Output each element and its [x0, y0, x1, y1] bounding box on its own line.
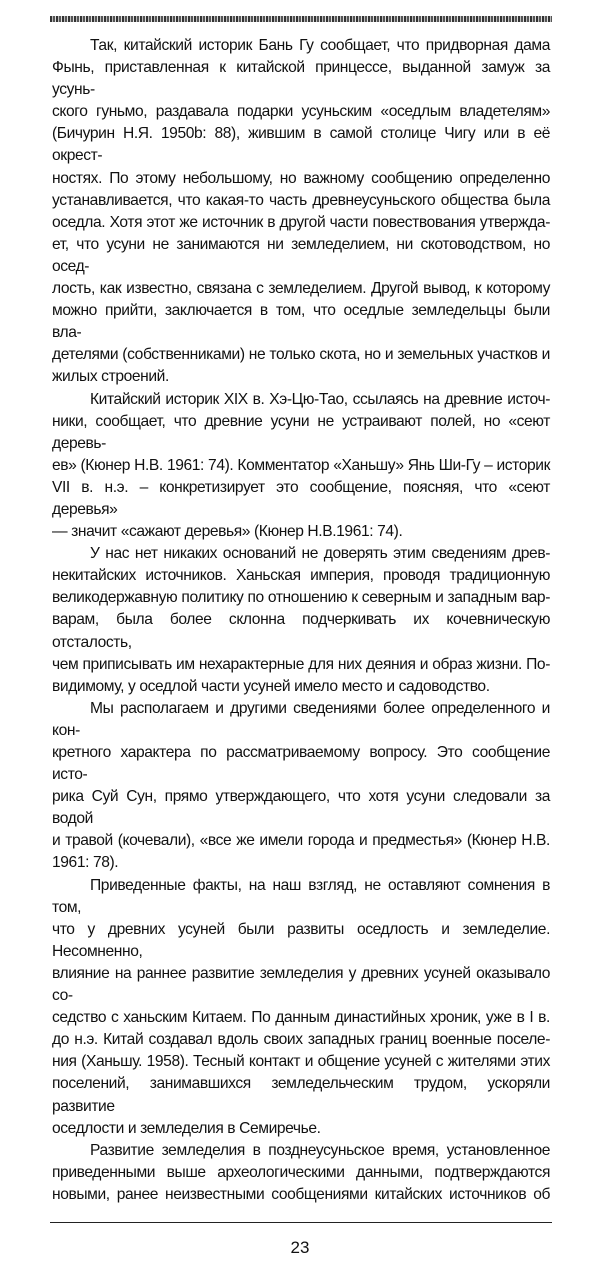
text-line: чем приписывать им нехарактерные для них деяния и образ жизни. По-: [52, 655, 550, 673]
text-line: рика Суй Сун, прямо утверждающего, что хотя усуни следовали за водой: [52, 788, 550, 828]
text-line: Так, китайский историк Бань Гу сообщает, что придворная дама: [90, 37, 550, 54]
text-line: Приведенные факты, на наш взгляд, не оставляют сомнения в том,: [52, 876, 550, 916]
paragraph: [52, 1140, 550, 1206]
paragraph: [52, 35, 550, 389]
text-line: что у древних усуней были развиты оседлость и земледелие. Несомненно,: [52, 920, 550, 960]
paragraph: [52, 543, 550, 698]
text-line: некитайских источников. Ханьская империя, проводя традиционную: [52, 567, 550, 585]
text-line: Мы располагаем и другими сведениями более определенного и кон-: [52, 699, 550, 739]
text-line: ев» (Кюнер Н.В. 1961: 74). Комментатор «Ханьшу» Янь Ши-Гу – историк: [52, 456, 550, 474]
text-line: У нас нет никаких оснований не доверять этим сведениям древ-: [90, 545, 550, 563]
header-ornament: [50, 16, 552, 22]
text-line: до н.э. Китай создавал вдоль своих западных границ военные поселе-: [52, 1031, 550, 1049]
text-line: оседлости и земледелия в Семиречье.: [52, 1119, 321, 1137]
body-text: [52, 35, 550, 1206]
text-line: поселений, занимавшихся земледельческим трудом, ускоряли развитие: [52, 1075, 550, 1115]
text-line: великодержавную политику по отношению к северным и западным вар-: [52, 589, 550, 607]
text-line: (Бичурин Н.Я. 1950b: 88), жившим в самой столице Чигу или в её окрест-: [52, 125, 550, 165]
text-line: ностях. По этому небольшому, но важному сообщению определенно: [52, 169, 550, 187]
text-line: и травой (кочевали), «все же имели города и предместья» (Кюнер Н.В.: [52, 832, 550, 850]
text-line: 1961: 78).: [52, 854, 119, 872]
text-line: ники, сообщает, что древние усуни не устраивают полей, но «сеют деревь-: [52, 412, 550, 452]
text-line: новыми, ранее неизвестными сообщениями китайских источников об: [52, 1185, 550, 1203]
text-line: можно прийти, заключается в том, что оседлые земледельцы были вла-: [52, 302, 550, 342]
text-line: кретного характера по рассматриваемому вопросу. Это сообщение исто-: [52, 744, 550, 784]
paragraph: [52, 389, 550, 544]
text-line: видимому, у оседлой части усуней имело место и садоводство.: [52, 677, 490, 695]
text-line: оседла. Хотя этот же источник в другой части повествования утвержда-: [52, 213, 550, 231]
text-line: жилых строений.: [52, 368, 169, 386]
paragraph: [52, 698, 550, 875]
text-line: Развитие земледелия в позднеусуньское время, установленное: [90, 1141, 550, 1159]
text-line: — значит «сажают деревья» (Кюнер Н.В.1961: 74).: [52, 523, 403, 541]
paragraph: [52, 875, 550, 1140]
text-line: детелями (собственниками) не только скота, но и земельных участков и: [52, 346, 550, 364]
text-line: седство с ханьским Китаем. По данным династийных хроник, уже в I в.: [52, 1009, 550, 1027]
text-line: VII в. н.э. – конкретизирует это сообщение, поясняя, что «сеют деревья»: [52, 478, 550, 518]
text-line: ского гуньмо, раздавала подарки усуньским «оседлым владетелям»: [52, 103, 550, 121]
page-number: 23: [290, 1237, 310, 1257]
text-line: варам, была более склонна подчеркивать их кочевническую отсталость,: [52, 611, 550, 651]
footer-rule: [50, 1222, 552, 1223]
text-line: приведенными выше археологическими данными, подтверждаются: [52, 1163, 550, 1181]
text-line: устанавливается, что какая-то часть древнеусуньского общества была: [52, 191, 550, 209]
text-line: Фынь, приставленная к китайской принцессе, выданной замуж за усунь-: [52, 59, 550, 99]
text-line: Китайский историк XIX в. Хэ-Цю-Тао, ссылаясь на древние источ-: [90, 390, 550, 408]
text-line: влияние на раннее развитие земледелия у древних усуней оказывало со-: [52, 964, 550, 1005]
text-line: лость, как известно, связана с земледелием. Другой вывод, к которому: [52, 280, 550, 298]
text-line: ет, что усуни не занимаются ни земледелием, ни скотоводством, но осед-: [52, 235, 550, 275]
text-line: ния (Ханьшу. 1958). Тесный контакт и общение усуней с жителями этих: [52, 1053, 550, 1071]
